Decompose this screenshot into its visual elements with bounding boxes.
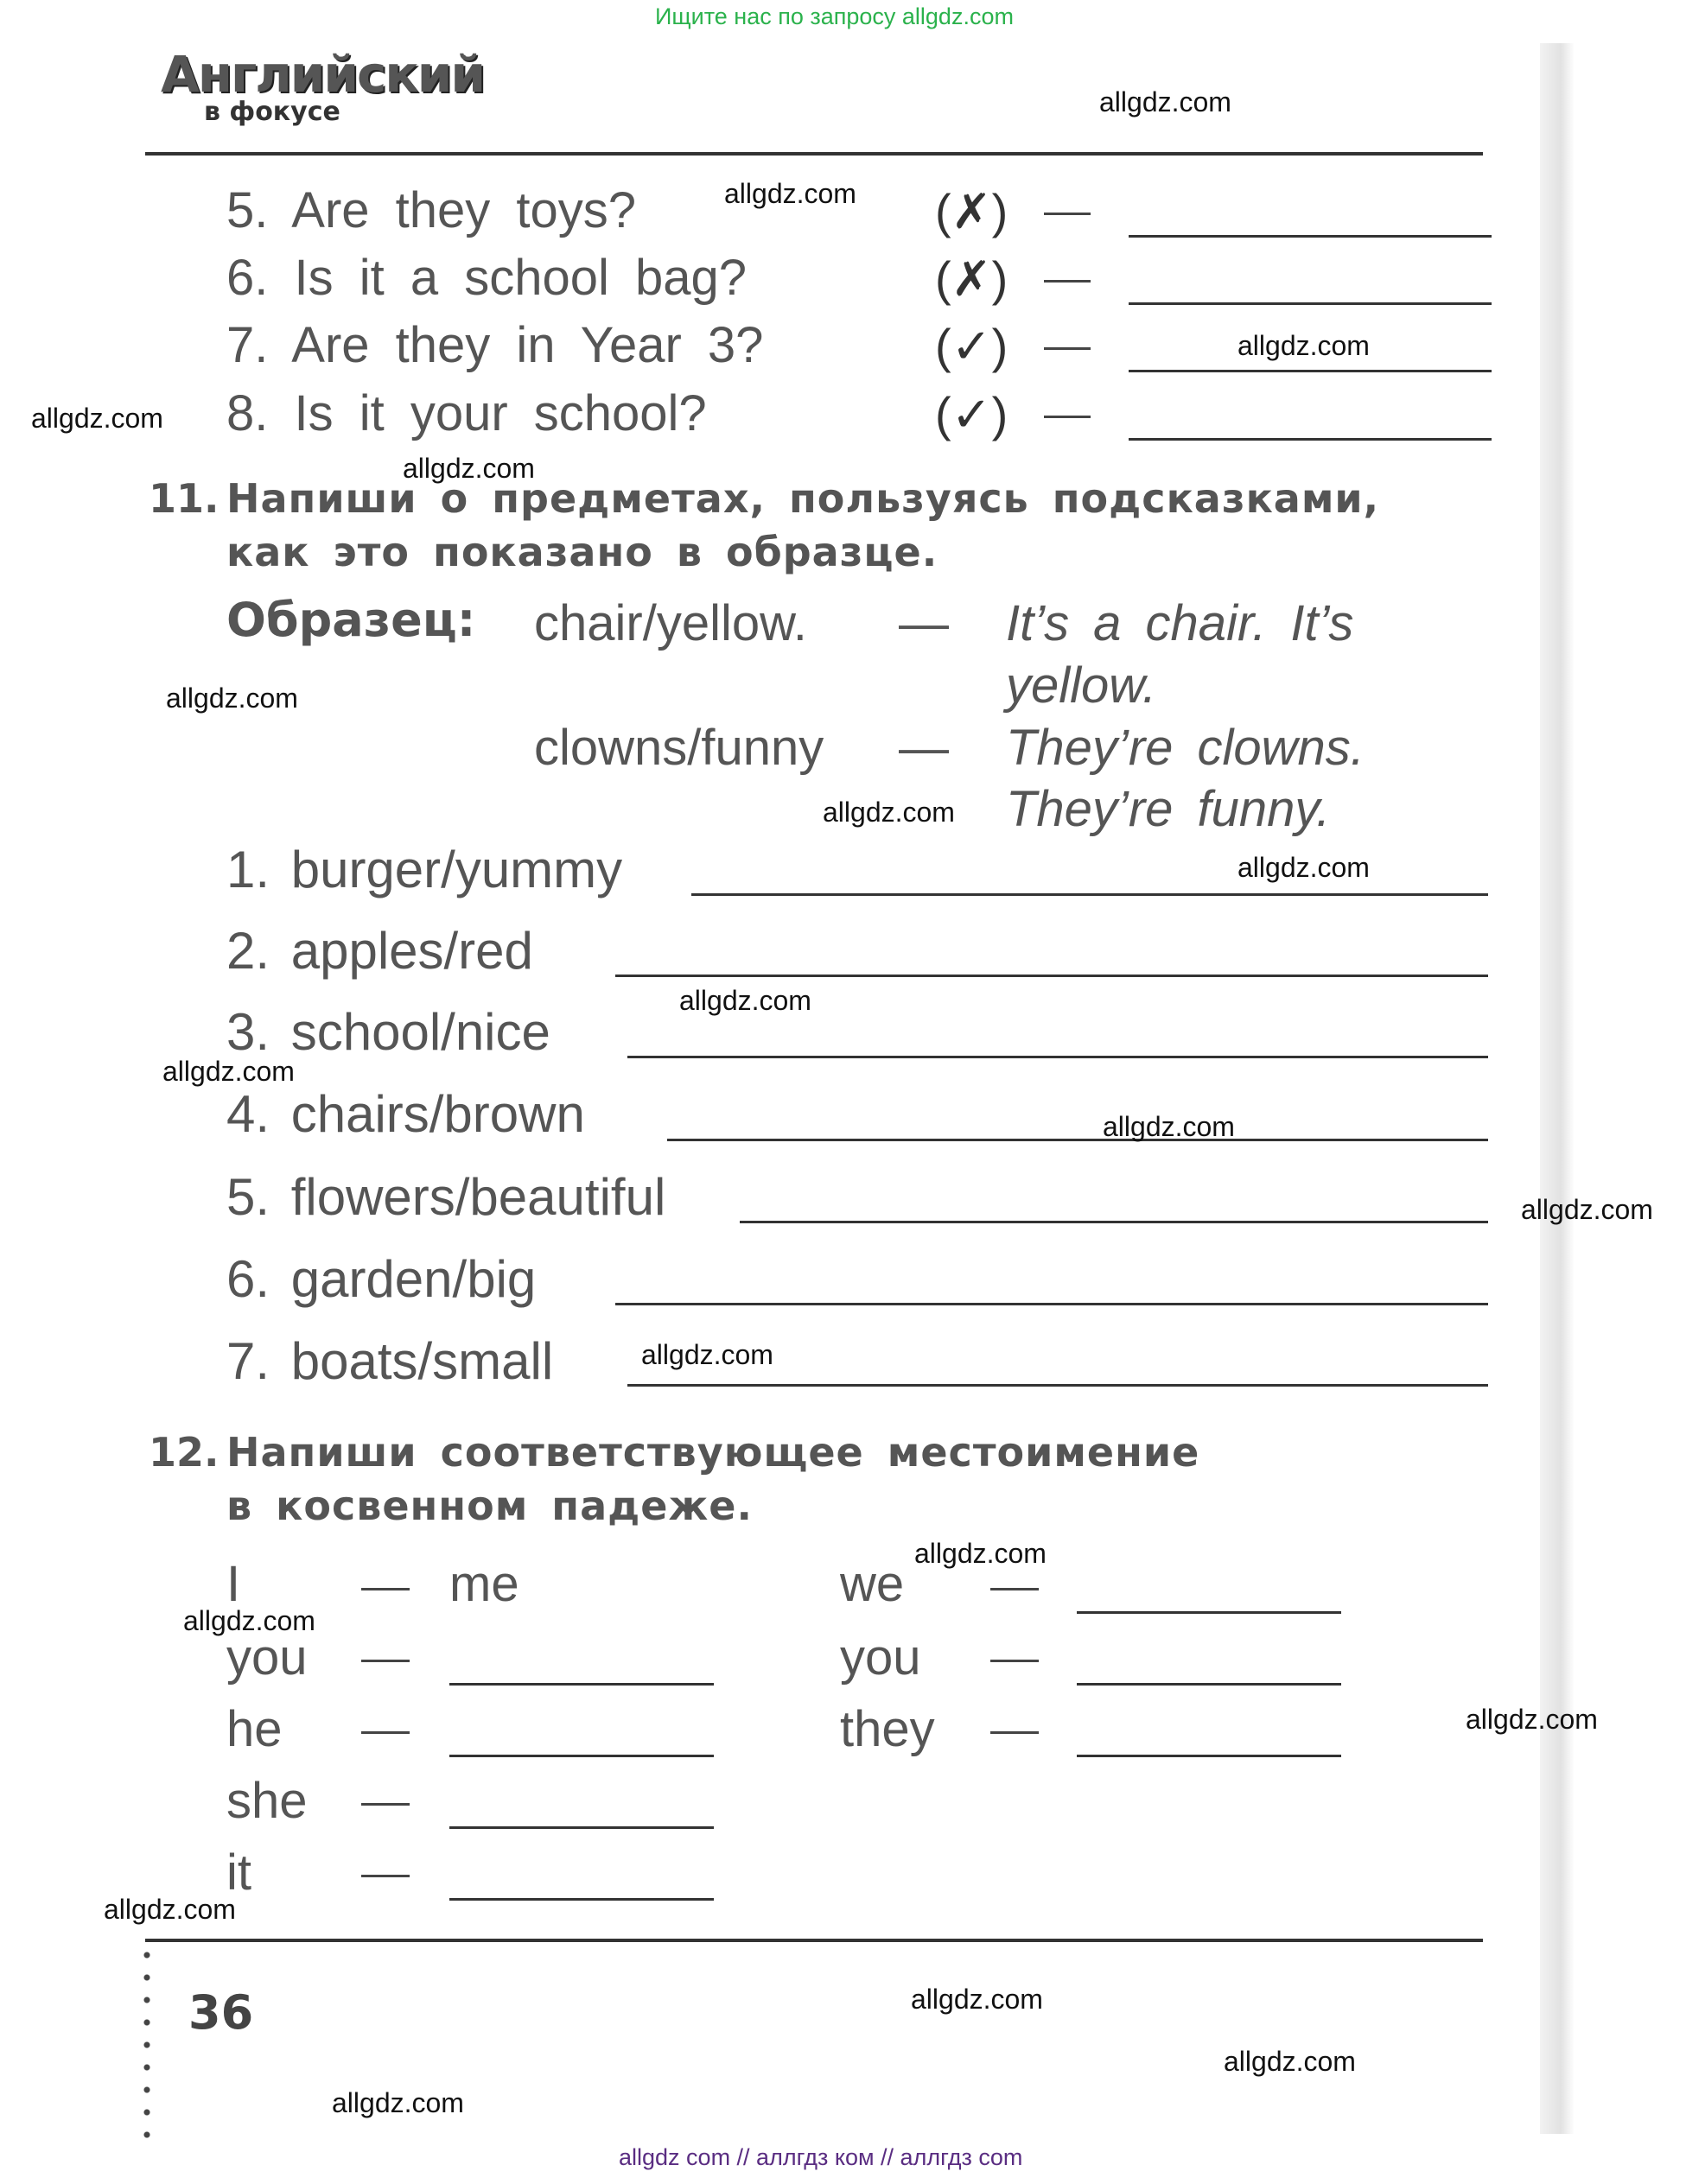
exercise-11-item: 7. boats/small <box>226 1332 554 1390</box>
watermark: allgdz.com <box>911 1984 1043 2015</box>
answer-line[interactable] <box>449 1683 714 1686</box>
exercise-11-heading-2: как это показано в образце. <box>226 529 938 575</box>
watermark: allgdz.com <box>1237 330 1370 361</box>
object-pronoun-example: me <box>449 1556 519 1612</box>
watermark: allgdz.com <box>1466 1704 1598 1735</box>
answer-line[interactable] <box>627 1056 1488 1058</box>
sample-dash-2: — <box>899 720 949 776</box>
watermark: allgdz.com <box>823 797 955 828</box>
watermark: allgdz.com <box>1099 86 1231 117</box>
exercise-12-heading: Напиши соответствующее местоимение <box>226 1429 1200 1476</box>
answer-line[interactable] <box>449 1755 714 1757</box>
logo-title: Английский <box>161 45 485 104</box>
dash <box>361 1588 410 1590</box>
sample-cue-1: chair/yellow. <box>534 595 807 651</box>
answer-line[interactable] <box>667 1139 1488 1141</box>
dash <box>990 1660 1039 1662</box>
exercise-11-item: 5. flowers/beautiful <box>226 1168 666 1226</box>
question-8: 8. Is it your school? <box>226 385 707 441</box>
dash <box>1044 213 1091 215</box>
answer-line[interactable] <box>1129 302 1492 305</box>
watermark: allgdz.com <box>183 1605 315 1636</box>
answer-line[interactable] <box>1077 1611 1341 1614</box>
footer-links[interactable]: allgdz com // аллгдз ком // аллгдз com <box>619 2144 1023 2170</box>
footer-rule <box>145 1939 1483 1942</box>
answer-line[interactable] <box>449 1826 714 1829</box>
exercise-11-item: 3. school/nice <box>226 1003 550 1061</box>
subject-pronoun: you <box>226 1629 308 1686</box>
watermark: allgdz.com <box>166 682 298 714</box>
logo-subtitle: в фокусе <box>204 97 340 127</box>
sample-answer-1-cont: yellow. <box>1006 657 1157 714</box>
sample-answer-2-cont: They’re funny. <box>1006 781 1331 837</box>
sample-answer-2: They’re clowns. <box>1006 720 1365 776</box>
watermark: allgdz.com <box>679 985 811 1016</box>
subject-pronoun: they <box>840 1701 935 1757</box>
check-mark: (✓) <box>935 319 1008 373</box>
exercise-12-number: 12. <box>149 1429 219 1476</box>
subject-pronoun: he <box>226 1701 283 1757</box>
watermark: allgdz.com <box>914 1538 1047 1569</box>
dash <box>1044 280 1091 283</box>
check-mark: (✓) <box>935 387 1008 441</box>
dash <box>361 1660 410 1662</box>
question-6: 6. Is it a school bag? <box>226 250 747 306</box>
question-5: 5. Are they toys? <box>226 182 637 238</box>
answer-line[interactable] <box>1129 235 1492 238</box>
subject-pronoun: she <box>226 1773 308 1829</box>
answer-line[interactable] <box>627 1384 1488 1387</box>
answer-line[interactable] <box>1077 1755 1341 1757</box>
answer-line[interactable] <box>615 975 1488 977</box>
dash <box>990 1588 1039 1590</box>
watermark: allgdz.com <box>31 403 163 434</box>
question-7: 7. Are they in Year 3? <box>226 317 764 373</box>
subject-pronoun: you <box>840 1629 921 1686</box>
watermark: allgdz.com <box>1224 2046 1356 2077</box>
dash <box>1044 347 1091 350</box>
dash <box>361 1875 410 1877</box>
sample-cue-2: clowns/funny <box>534 720 824 776</box>
watermark: allgdz.com <box>104 1894 236 1925</box>
dotted-margin <box>143 1944 150 2151</box>
cross-mark: (✗) <box>935 184 1008 238</box>
exercise-11-heading: Напиши о предметах, пользуясь подсказками, <box>226 475 1380 522</box>
subject-pronoun: I <box>226 1556 241 1612</box>
dash <box>1044 416 1091 418</box>
subject-pronoun: it <box>226 1844 251 1901</box>
watermark: allgdz.com <box>1521 1194 1653 1225</box>
sample-answer-1: It’s a chair. It’s <box>1006 595 1354 651</box>
cross-mark: (✗) <box>935 251 1008 306</box>
sample-dash-1: — <box>899 595 949 651</box>
watermark: allgdz.com <box>1103 1111 1235 1142</box>
watermark: allgdz.com <box>332 2087 464 2118</box>
answer-line[interactable] <box>615 1303 1488 1305</box>
dash <box>361 1731 410 1734</box>
watermark: allgdz.com <box>1237 852 1370 883</box>
dash <box>361 1803 410 1806</box>
page-spine-shadow <box>1540 43 1575 2134</box>
header-rule <box>145 152 1483 156</box>
exercise-12-heading-2: в косвенном падеже. <box>226 1482 753 1529</box>
exercise-11-item: 4. chairs/brown <box>226 1085 585 1143</box>
watermark: allgdz.com <box>724 178 856 209</box>
answer-line[interactable] <box>691 893 1488 896</box>
exercise-11-item: 1. burger/yummy <box>226 841 623 898</box>
answer-line[interactable] <box>449 1898 714 1901</box>
watermark: allgdz.com <box>162 1056 295 1087</box>
exercise-11-item: 6. garden/big <box>226 1250 537 1308</box>
exercise-11-item: 2. apples/red <box>226 922 533 980</box>
exercise-11-number: 11. <box>149 475 219 522</box>
watermark: allgdz.com <box>403 453 535 484</box>
answer-line[interactable] <box>740 1221 1488 1223</box>
dash <box>990 1731 1039 1734</box>
sample-label: Образец: <box>226 593 476 647</box>
answer-line[interactable] <box>1077 1683 1341 1686</box>
page-number: 36 <box>188 1985 254 2040</box>
subject-pronoun: we <box>840 1556 905 1612</box>
answer-line[interactable] <box>1129 438 1492 441</box>
answer-line[interactable] <box>1129 370 1492 372</box>
watermark: allgdz.com <box>641 1339 773 1370</box>
top-banner[interactable]: Ищите нас по запросу allgdz.com <box>655 3 1014 29</box>
